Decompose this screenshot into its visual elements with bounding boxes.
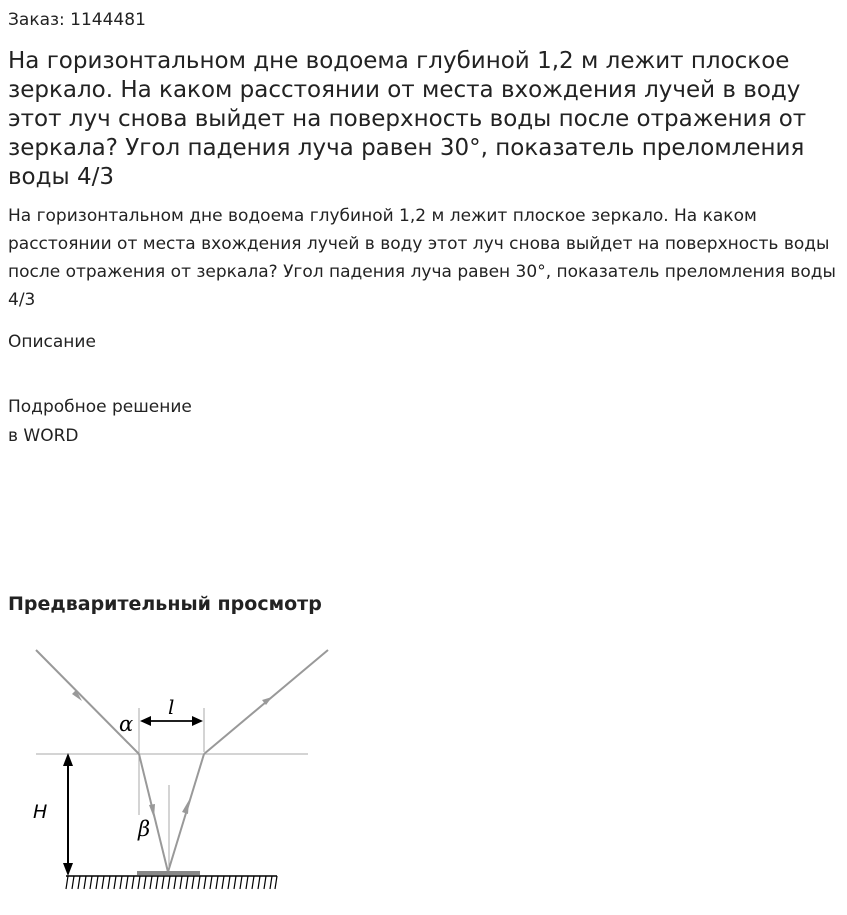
- solution-line-2: в WORD: [8, 426, 79, 446]
- label-l: l: [168, 695, 175, 719]
- depth-h-arrowhead-bottom: [63, 863, 73, 876]
- reflected-up-arrow: [182, 800, 189, 814]
- solution-note: [8, 393, 192, 451]
- distance-l-arrowhead-left: [140, 716, 151, 726]
- problem-text: На горизонтальном дне водоема глубиной 1,2 м лежит плоское зеркало. На каком расстоянии от места вхождения лучей в воду этот луч снова выйдет на поверхность воды после отражения от зеркала? Угол падения луча равен 30°, показатель преломления воды 4/3: [8, 206, 836, 310]
- preview-heading: Предварительный просмотр: [8, 593, 322, 615]
- solution-line-1: Подробное решение: [8, 397, 192, 417]
- bottom-hatching: [66, 876, 277, 889]
- label-alpha: α: [119, 712, 134, 736]
- optics-diagram: [0, 640, 340, 900]
- page-title: На горизонтальном дне водоема глубиной 1,2 м лежит плоское зеркало. На каком расстоянии от места вхождения лучей в воду этот луч снова выйдет на поверхность воды после отражения от зеркала? Угол падения луча равен 30°, показатель преломления воды 4/3: [8, 48, 807, 190]
- refracted-down-arrow: [149, 804, 155, 818]
- label-h: H: [33, 801, 48, 823]
- description-label: Описание: [8, 332, 96, 352]
- mirror: [137, 871, 200, 875]
- distance-l-arrowhead-right: [192, 716, 203, 726]
- depth-h-arrowhead-top: [63, 753, 73, 766]
- incident-ray: [36, 650, 139, 754]
- preview-figure: [0, 640, 340, 900]
- label-beta: β: [138, 817, 151, 841]
- order-number: Заказ: 1144481: [8, 10, 146, 30]
